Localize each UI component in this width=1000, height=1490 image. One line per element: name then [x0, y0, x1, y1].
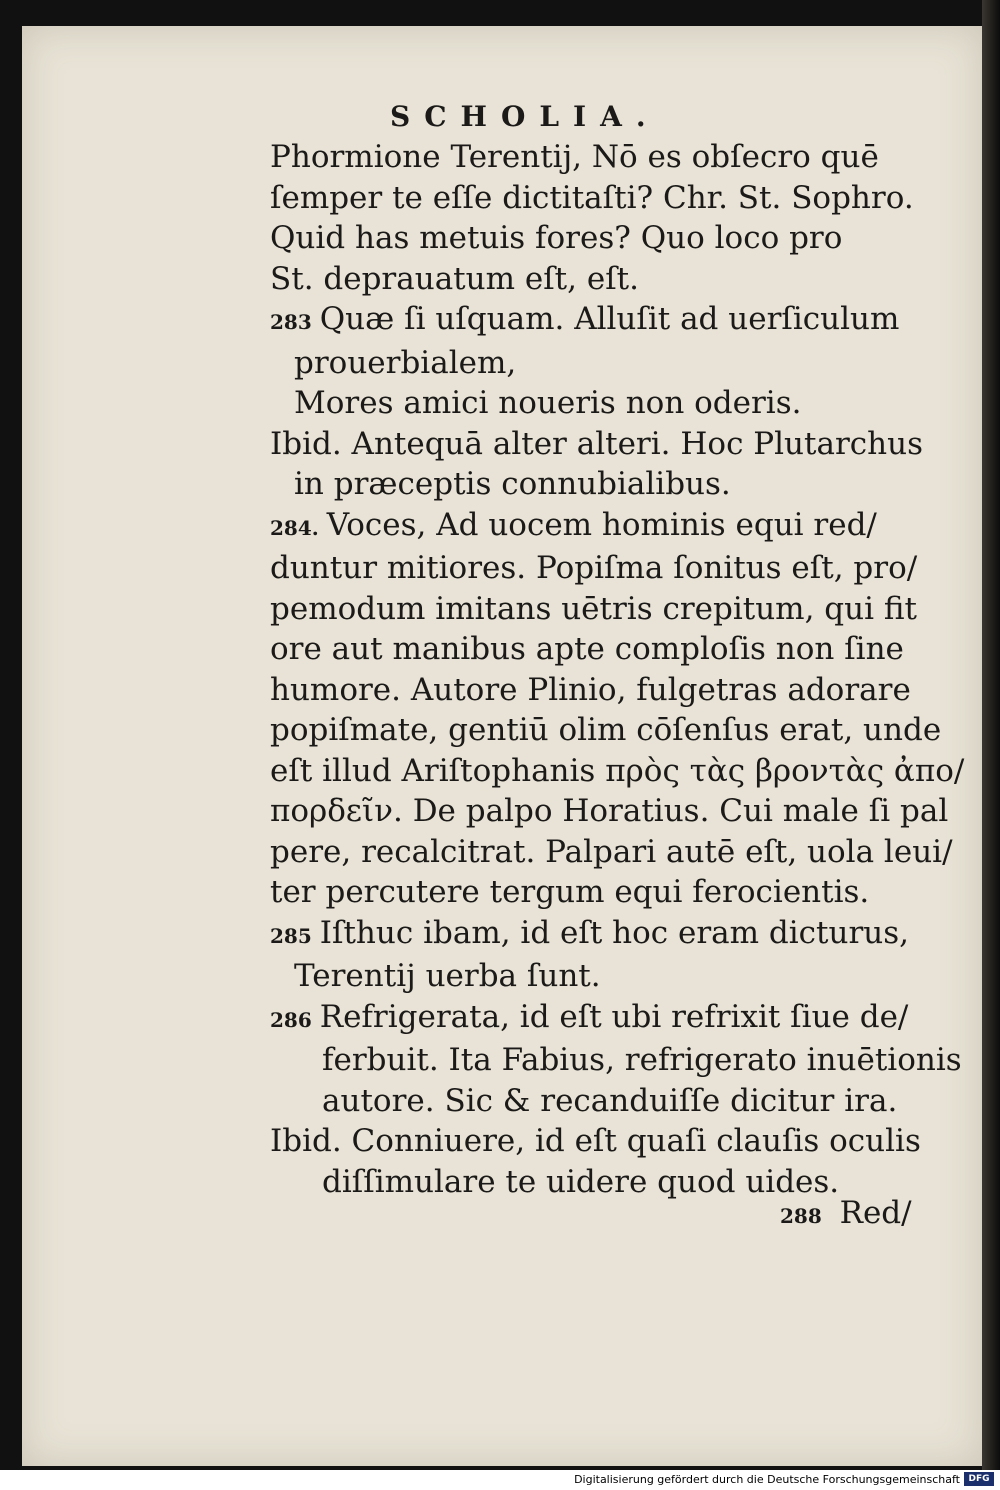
text-line	[270, 178, 930, 219]
line-text: prouerbialem,	[294, 344, 517, 381]
line-text: autore. Sic & recanduiſſe dicitur ira.	[322, 1082, 898, 1119]
text-line	[270, 383, 930, 424]
text-line	[270, 791, 949, 832]
text-line	[270, 997, 930, 1041]
text-line	[270, 832, 953, 873]
line-text: pere, recalcitrat. Palpari autē eſt, uola leui/	[270, 833, 953, 870]
text-line	[270, 913, 930, 957]
text-line	[270, 259, 930, 300]
text-line	[270, 299, 930, 343]
footer-bar	[0, 1470, 1000, 1490]
line-text: Iſthuc ibam, id eſt hoc eram dicturus,	[319, 914, 909, 951]
text-line	[270, 137, 930, 178]
line-text: eſt illud Ariſtophanis πρὸς τὰς βροντὰς ἀπο/	[270, 752, 965, 789]
line-text: πορδεῖν. De palpo Horatius. Cui male ſi pal	[270, 793, 949, 829]
line-text: Ibid. Antequā alter alteri. Hoc Plutarchus	[270, 425, 923, 462]
text-line	[270, 670, 930, 711]
text-line	[270, 464, 930, 505]
line-text: Mores amici noueris non oderis.	[294, 385, 802, 421]
dfg-logo: DFG	[964, 1472, 994, 1486]
text-line	[270, 548, 930, 589]
line-text: pemodum imitans uētris crepitum, qui fit	[270, 590, 917, 627]
line-text: Quid has metuis fores? Quo loco pro	[270, 220, 843, 256]
text-line	[270, 1040, 962, 1081]
text-lines	[270, 137, 965, 1202]
verse-number: 283	[270, 310, 312, 334]
line-text: ferbuit. Ita Fabius, refrigerato inuētionis	[322, 1042, 962, 1078]
text-line	[270, 956, 930, 997]
line-text: ore aut manibus apte comploſis non ſine	[270, 631, 904, 667]
verse-number: 285	[270, 923, 312, 948]
catchword	[780, 1195, 912, 1231]
text-line	[270, 1081, 930, 1122]
line-text: Terentij uerba ſunt.	[294, 958, 601, 994]
line-text: ter percutere tergum equi ferocientis.	[270, 874, 870, 910]
line-text: Quæ ſi uſquam. Alluſit ad uerſiculum	[319, 301, 900, 337]
line-text: Voces, Ad uocem hominis equi red/	[326, 506, 877, 543]
line-text: Refrigerata, id eſt ubi refrixit ſiue de/	[319, 998, 909, 1035]
line-text: Phormione Terentij, Nō es obſecro quē	[270, 139, 879, 175]
line-text: ſemper te eſſe dictitaſti? Chr. St. Sophro.	[270, 179, 914, 216]
line-text: duntur mitiores. Popiſma ſonitus eſt, pro/	[270, 550, 918, 586]
verse-number: 286	[270, 1007, 312, 1032]
line-text: popiſmate, gentiū olim cōſenſus erat, unde	[270, 712, 942, 748]
text-line	[270, 424, 930, 465]
text-line	[270, 589, 930, 630]
text-line	[270, 629, 930, 670]
text-line	[270, 218, 930, 259]
line-text: in præceptis connubialibus.	[294, 466, 731, 502]
text-line	[270, 751, 965, 792]
line-text: diſſimulare te uidere quod uides.	[322, 1163, 840, 1200]
line-text: St. deprauatum eſt, eſt.	[270, 260, 639, 297]
book-spine	[982, 0, 1000, 1470]
text-line	[270, 710, 942, 751]
line-text: Ibid. Conniuere, id eſt quaſi clauſis oculis	[270, 1123, 921, 1159]
text-line	[270, 1121, 930, 1162]
text-line	[270, 343, 930, 384]
verse-number: 284.	[270, 515, 319, 540]
catchword-number: 288	[780, 1204, 822, 1228]
running-header: SCHOLIA.	[390, 100, 660, 133]
footer-credit: Digitalisierung gefördert durch die Deutsche Forschungsgemeinschaft	[574, 1473, 960, 1486]
text-line	[270, 872, 930, 913]
catchword-text: Red/	[839, 1195, 912, 1231]
text-line	[270, 505, 930, 549]
page-text	[270, 100, 965, 1202]
line-text: humore. Autore Plinio, fulgetras adorare	[270, 671, 911, 708]
